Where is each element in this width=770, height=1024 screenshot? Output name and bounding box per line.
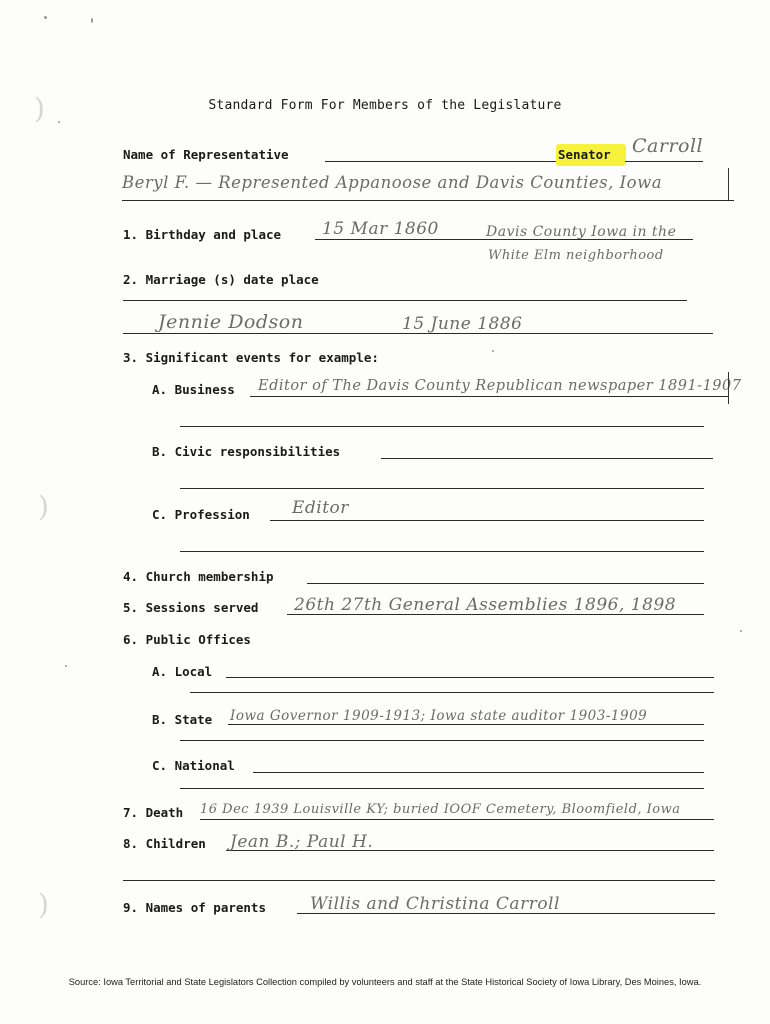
church-rule — [307, 583, 704, 584]
business-label: A. Business — [152, 382, 235, 397]
birth-entry: 15 Mar 1860 — [322, 219, 439, 239]
church-label: 4. Church membership — [123, 569, 274, 584]
sessions-label: 5. Sessions served — [123, 600, 259, 615]
national-rule-2 — [180, 788, 704, 789]
surname-entry: Carroll — [632, 135, 704, 157]
margin-bar — [728, 372, 729, 404]
scan-speck — [91, 18, 93, 23]
spouse-entry: Jennie Dodson — [158, 311, 304, 333]
business-rule-1 — [250, 396, 728, 397]
margin-mark: ) — [34, 92, 45, 125]
birthday-label: 1. Birthday and place — [123, 227, 282, 242]
national-label: C. National — [152, 758, 235, 773]
civic-label: B. Civic responsibilities — [152, 444, 341, 459]
death-label: 7. Death — [123, 805, 184, 820]
surname-rule — [625, 161, 703, 162]
state-office-entry: Iowa Governor 1909-1913; Iowa state auditor 1903-1909 — [230, 708, 648, 724]
sessions-entry: 26th 27th General Assemblies 1896, 1898 — [294, 595, 677, 615]
civic-rule-2 — [180, 488, 704, 489]
name-line-entry: Beryl F. — Represented Appanoose and Davis Counties, Iowa — [122, 173, 663, 192]
scan-speck — [44, 16, 47, 19]
margin-bar — [728, 168, 729, 200]
children-label: 8. Children — [123, 836, 206, 851]
local-label: A. Local — [152, 664, 213, 679]
children-entry: Jean B.; Paul H. — [230, 832, 374, 852]
profession-entry: Editor — [292, 498, 349, 518]
name-rule — [325, 161, 557, 162]
business-rule-2 — [180, 426, 704, 427]
scan-speck — [492, 350, 494, 352]
marriage-rule-1 — [123, 300, 687, 301]
children-rule-2 — [123, 880, 715, 881]
death-entry: 16 Dec 1939 Louisville KY; buried IOOF Cemetery, Bloomfield, Iowa — [200, 802, 681, 817]
national-rule-1 — [253, 772, 704, 773]
state-rule-2 — [180, 740, 704, 741]
civic-rule-1 — [381, 458, 713, 459]
state-label: B. State — [152, 712, 213, 727]
senator-label: Senator — [558, 147, 611, 162]
name-label: Name of Representative — [123, 147, 289, 162]
scan-speck — [740, 630, 742, 632]
form-title: Standard Form For Members of the Legislature — [208, 98, 562, 113]
name-line-rule — [122, 200, 734, 201]
local-rule-2 — [190, 692, 714, 693]
marriage-label: 2. Marriage (s) date place — [123, 272, 319, 287]
profession-label: C. Profession — [152, 507, 250, 522]
local-rule-1 — [226, 677, 714, 678]
scan-speck — [65, 665, 67, 667]
parents-entry: Willis and Christina Carroll — [310, 894, 560, 914]
events-label: 3. Significant events for example: — [123, 350, 379, 365]
business-entry: Editor of The Davis County Republican newspaper 1891-1907 — [258, 378, 742, 394]
profession-rule-2 — [180, 551, 704, 552]
parents-label: 9. Names of parents — [123, 900, 266, 915]
profession-rule-1 — [270, 520, 704, 521]
offices-label: 6. Public Offices — [123, 632, 251, 647]
margin-mark: ) — [38, 490, 49, 523]
birth-place-entry: Davis County Iowa in the — [486, 224, 677, 240]
margin-mark: ) — [38, 888, 49, 921]
scan-speck — [58, 121, 60, 123]
marriage-rule-2 — [123, 333, 713, 334]
source-caption: Source: Iowa Territorial and State Legislators Collection compiled by volunteers and staff at the State Historical Society of Iowa Library, Des Moines, Iowa. — [68, 977, 702, 987]
marriage-date-entry: 15 June 1886 — [402, 314, 523, 334]
birth-place-entry-2: White Elm neighborhood — [488, 248, 664, 263]
